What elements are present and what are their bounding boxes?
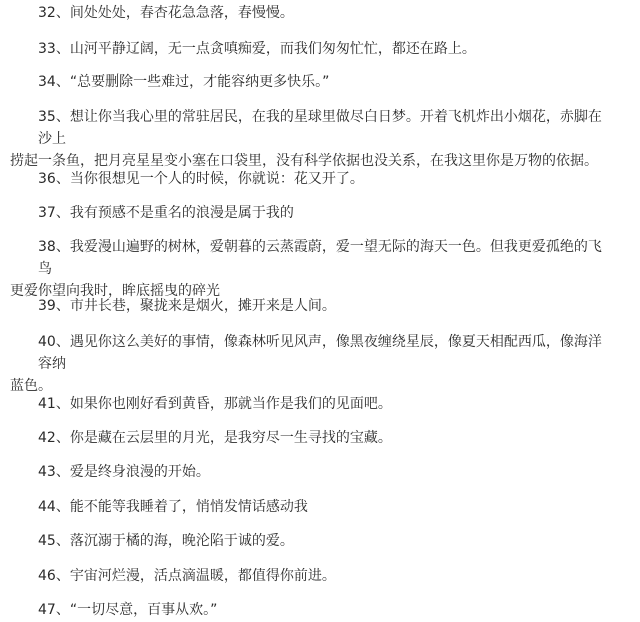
item-number: 37、 xyxy=(38,205,70,221)
item-text: 我有预感不是重名的浪漫是属于我的 xyxy=(69,205,294,221)
item-text: 山河平静辽阔，无一点贪嗔痴爱，而我们匆匆忙忙，都还在路上。 xyxy=(69,41,476,57)
item-number: 41、 xyxy=(38,396,70,412)
list-item xyxy=(38,202,608,224)
item-text: 想让你当我心里的常驻居民，在我的星球里做尽白日梦。开着飞机炸出小烟花，赤脚在沙上 xyxy=(38,109,602,147)
list-item xyxy=(38,71,608,93)
item-number: 36、 xyxy=(38,171,70,187)
item-text: 市井长巷，聚拢来是烟火，摊开来是人间。 xyxy=(69,298,336,314)
item-number: 38、 xyxy=(38,239,70,255)
item-number: 39、 xyxy=(38,298,70,314)
item-number: 43、 xyxy=(38,464,70,480)
item-text: 能不能等我睡着了，悄悄发情话感动我 xyxy=(69,499,308,515)
list-item xyxy=(38,565,608,587)
item-text-continued: 更爱你望向我时，眸底摇曳的碎光 xyxy=(10,283,220,299)
list-item xyxy=(38,393,608,415)
list-item xyxy=(38,530,608,552)
item-text-continued: 捞起一条鱼，把月亮星星变小塞在口袋里，没有科学依据也没关系，在我这里你是万物的依据。 xyxy=(10,153,598,169)
item-text: 你是藏在云层里的月光，是我穷尽一生寻找的宝藏。 xyxy=(69,430,392,446)
item-number: 35、 xyxy=(38,109,70,125)
item-number: 45、 xyxy=(38,533,70,549)
item-text: 宇宙河烂漫，活点滴温暖，都值得你前进。 xyxy=(69,568,336,584)
item-text: 间处处处，春杏花急急落，春慢慢。 xyxy=(69,5,294,21)
item-text: 当你很想见一个人的时候，你就说：花又开了。 xyxy=(69,171,364,187)
item-text: 落沉溺于橘的海，晚沦陷于诚的爱。 xyxy=(69,533,294,549)
item-text: 遇见你这么美好的事情，像森林听见风声，像黑夜缠绕星辰，像夏天相配西瓜，像海洋容纳 xyxy=(38,334,602,372)
item-text: “总要删除一些难过，才能容纳更多快乐。” xyxy=(69,74,330,90)
list-item xyxy=(38,496,608,518)
item-text-continued: 蓝色。 xyxy=(10,378,52,394)
list-item xyxy=(38,38,608,60)
list-item xyxy=(38,427,608,449)
item-number: 32、 xyxy=(38,5,70,21)
list-item xyxy=(38,599,608,621)
list-item xyxy=(38,461,608,483)
item-number: 47、 xyxy=(38,602,70,618)
list-item xyxy=(38,168,608,190)
item-number: 42、 xyxy=(38,430,70,446)
list-item xyxy=(10,331,608,397)
list-item xyxy=(38,2,608,24)
item-number: 46、 xyxy=(38,568,70,584)
item-text: 我爱漫山遍野的树林，爱朝暮的云蒸霞蔚，爱一望无际的海天一色。但我更爱孤绝的飞鸟 xyxy=(38,239,602,277)
item-number: 40、 xyxy=(38,334,70,350)
item-number: 34、 xyxy=(38,74,70,90)
item-text: 如果你也刚好看到黄昏，那就当作是我们的见面吧。 xyxy=(69,396,392,412)
item-text: “一切尽意，百事从欢。” xyxy=(69,602,218,618)
list-item xyxy=(38,295,608,317)
item-number: 44、 xyxy=(38,499,70,515)
list-item xyxy=(10,106,608,172)
item-number: 33、 xyxy=(38,41,70,57)
list-item xyxy=(10,236,608,302)
item-text: 爱是终身浪漫的开始。 xyxy=(69,464,210,480)
